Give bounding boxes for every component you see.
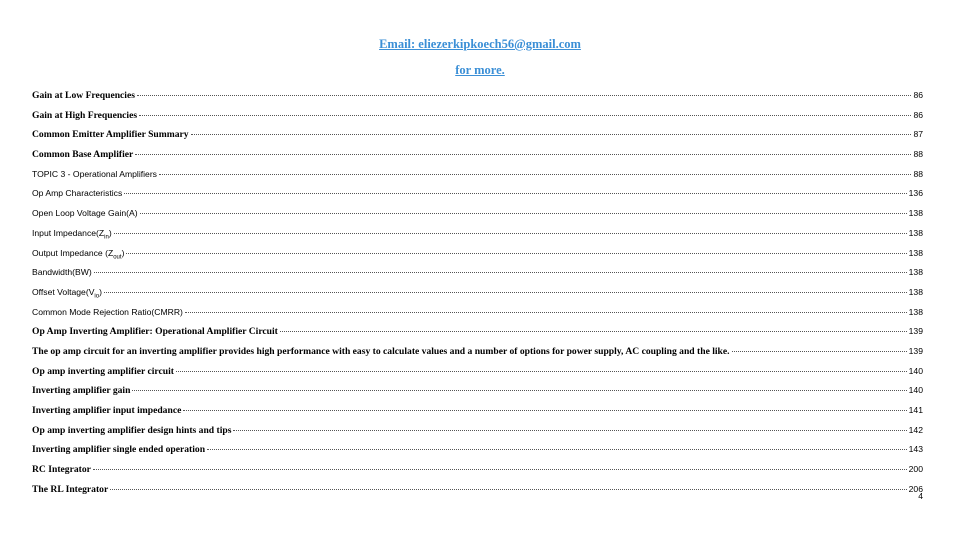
toc-entry-title-suffix: ) <box>121 247 125 258</box>
toc-entry[interactable] <box>32 440 923 460</box>
toc-entry-page: 139 <box>908 326 923 337</box>
toc-entry-title <box>32 125 189 145</box>
toc-entry-title-text: Output Impedance (Z <box>32 247 114 258</box>
toc-entry-subscript: in <box>104 234 109 241</box>
dot-leader <box>280 331 907 332</box>
toc-entry-title-text: Bandwidth(BW) <box>32 267 92 278</box>
toc-entry[interactable] <box>32 86 923 106</box>
toc-entry-title-text: Gain at High Frequencies <box>32 109 138 121</box>
toc-entry-title-text: Inverting amplifier single ended operation <box>32 444 206 456</box>
dot-leader <box>110 489 906 490</box>
toc-entry-page: 87 <box>913 129 923 140</box>
toc-entry[interactable] <box>32 460 923 480</box>
dot-leader <box>140 213 907 214</box>
toc-entry-title-text: The RL Integrator <box>32 483 109 495</box>
toc-entry-title-suffix: ) <box>108 227 112 238</box>
toc-entry[interactable] <box>32 401 923 421</box>
toc-entry-page: 200 <box>908 464 923 475</box>
dot-leader <box>124 193 906 194</box>
dot-leader <box>137 95 911 96</box>
toc-entry-title-suffix: ) <box>99 286 102 297</box>
toc-entry-page: 138 <box>908 267 923 278</box>
toc-entry-page: 86 <box>913 109 923 120</box>
toc-entry-title-text: Op amp inverting amplifier design hints and tips <box>32 424 232 436</box>
dot-leader <box>93 469 907 470</box>
toc-entry-page: 88 <box>913 149 923 160</box>
dot-leader <box>159 174 911 175</box>
toc-entry-subscript: io <box>94 293 100 300</box>
toc-entry-title-text: Common Emitter Amplifier Summary <box>32 129 189 141</box>
dot-leader <box>176 371 907 372</box>
dot-leader <box>139 115 911 116</box>
toc-entry-title <box>32 362 174 382</box>
dot-leader <box>732 351 907 352</box>
more-link[interactable]: for more. <box>455 63 505 77</box>
toc-entry-title-text: Op Amp Characteristics <box>32 188 123 199</box>
table-of-contents <box>32 86 923 499</box>
toc-entry-page: 138 <box>908 208 923 219</box>
toc-entry-page: 140 <box>908 365 923 376</box>
toc-entry[interactable] <box>32 342 923 362</box>
dot-leader <box>114 233 907 234</box>
toc-entry-title-text: Offset Voltage(V <box>32 286 95 297</box>
toc-entry-page: 138 <box>908 286 923 297</box>
toc-entry[interactable] <box>32 381 923 401</box>
toc-entry-page: 88 <box>913 168 923 179</box>
toc-entry-title-text: Common Mode Rejection Ratio(CMRR) <box>32 306 183 317</box>
toc-entry-page: 141 <box>908 405 923 415</box>
toc-entry-title-text: Op amp inverting amplifier circuit <box>32 365 174 377</box>
toc-entry-title <box>32 106 137 126</box>
dot-leader <box>233 430 906 431</box>
dot-leader <box>104 292 907 293</box>
toc-entry[interactable] <box>32 165 923 185</box>
toc-entry-page: 143 <box>908 444 923 455</box>
toc-entry[interactable] <box>32 362 923 382</box>
dot-leader <box>183 410 906 411</box>
toc-entry-title-text: The op amp circuit for an inverting amplifier provides high performance with easy to calculate values and a number of options for power supply, AC coupling and the like. <box>32 345 730 357</box>
toc-entry-title-text: Common Base Amplifier <box>32 149 134 161</box>
toc-entry-title <box>32 381 130 401</box>
dot-leader <box>135 154 911 155</box>
toc-entry-title <box>32 322 278 342</box>
dot-leader <box>94 272 907 273</box>
toc-entry-title-text: TOPIC 3 - Operational Amplifiers <box>32 168 157 179</box>
toc-entry[interactable] <box>32 263 923 283</box>
toc-entry[interactable] <box>32 106 923 126</box>
dot-leader <box>191 134 912 135</box>
toc-entry-page: 138 <box>908 306 923 317</box>
toc-entry-title <box>32 460 91 480</box>
toc-entry-title <box>32 421 231 441</box>
dot-leader <box>126 253 906 254</box>
toc-entry-title <box>32 303 183 323</box>
toc-entry[interactable] <box>32 421 923 441</box>
toc-entry-page: 142 <box>908 424 923 435</box>
toc-entry-title <box>32 86 135 106</box>
toc-entry-subscript: out <box>113 254 122 261</box>
dot-leader <box>207 449 907 450</box>
toc-entry[interactable] <box>32 283 923 303</box>
toc-entry-page: 86 <box>913 90 923 100</box>
toc-entry-title <box>32 401 181 421</box>
toc-entry-title <box>32 263 92 283</box>
toc-entry-title-text: Gain at Low Frequencies <box>32 90 135 101</box>
toc-entry-page: 136 <box>908 188 923 199</box>
toc-entry-page: 140 <box>908 385 923 396</box>
toc-entry[interactable] <box>32 303 923 323</box>
toc-entry-title-text: Input Impedance(Z <box>32 227 105 238</box>
toc-entry-title <box>32 184 122 204</box>
toc-entry[interactable] <box>32 125 923 145</box>
toc-entry[interactable] <box>32 480 923 500</box>
toc-entry[interactable] <box>32 204 923 224</box>
toc-entry-title-text: Op Amp Inverting Amplifier: Operational Amplifier Circuit <box>32 326 278 338</box>
toc-entry-title-text: Inverting amplifier input impedance <box>32 405 182 416</box>
toc-entry-title <box>32 440 205 460</box>
toc-entry-title <box>32 145 133 165</box>
toc-entry-page: 139 <box>908 345 923 356</box>
toc-entry-title-text: Open Loop Voltage Gain(A) <box>32 208 138 219</box>
toc-entry-title <box>32 480 108 500</box>
toc-entry[interactable] <box>32 145 923 165</box>
toc-entry-page: 138 <box>908 247 923 258</box>
dot-leader <box>132 390 906 391</box>
toc-entry[interactable] <box>32 224 923 244</box>
toc-entry-page: 138 <box>908 227 923 238</box>
dot-leader <box>185 312 907 313</box>
toc-entry-page: 206 <box>908 483 923 494</box>
toc-entry[interactable] <box>32 184 923 204</box>
toc-entry-title-text: Inverting amplifier gain <box>32 385 131 397</box>
page-number: 4 <box>918 491 923 501</box>
toc-entry[interactable] <box>32 322 923 342</box>
toc-entry-title <box>32 204 138 224</box>
toc-entry[interactable] <box>32 244 923 264</box>
toc-entry-title-text: RC Integrator <box>32 464 91 476</box>
toc-entry-title <box>32 165 157 185</box>
email-link[interactable]: Email: eliezerkipkoech56@gmail.com <box>379 37 581 51</box>
toc-entry-title <box>32 342 730 362</box>
